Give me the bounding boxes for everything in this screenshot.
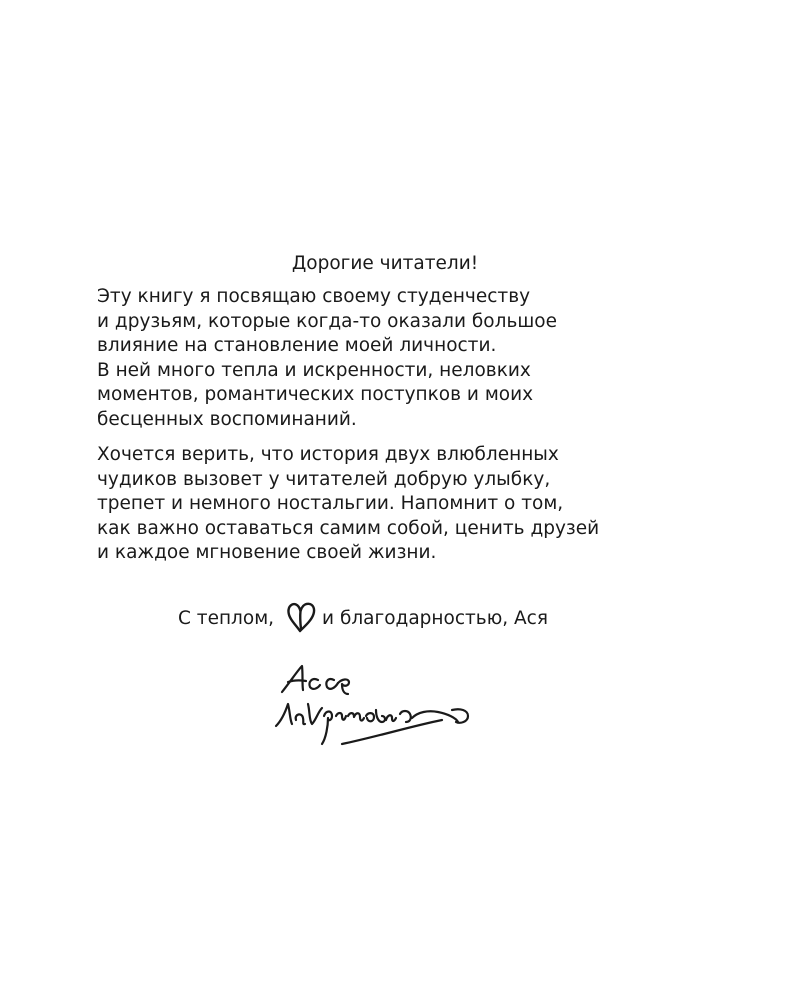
paragraph-line: как важно оставаться самим собой, ценить друзей [97,517,600,539]
paragraph-line: бесценных воспоминаний. [97,408,357,430]
closing-text-after: и благодарностью, Ася [322,608,548,629]
paragraph-line: трепет и немного ностальгии. Напомнит о том, [97,493,564,514]
letter-closing [178,600,548,634]
letter-paragraph-1 [97,285,697,432]
paragraph-line: Хочется верить, что история двух влюбленных [97,444,559,465]
paragraph-line: влияние на становление моей личности. [97,335,497,356]
handwritten-signature [272,660,502,750]
letter-paragraph-2 [97,443,697,566]
closing-text-before: С теплом, [178,608,275,629]
paragraph-line: и друзьям, которые когда-то оказали большое [97,310,557,332]
paragraph-line: В ней много тепла и искренности, неловких [97,359,531,381]
hand-drawn-heart-icon [284,600,318,634]
paragraph-line: моментов, романтических поступков и моих [97,384,534,405]
paragraph-line: чудиков вызовет у читателей добрую улыбку, [97,468,551,490]
paragraph-line: Эту книгу я посвящаю своему студенчеству [97,286,531,307]
letter-greeting: Дорогие читатели! [291,253,479,274]
paragraph-line: и каждое мгновение своей жизни. [97,542,437,563]
